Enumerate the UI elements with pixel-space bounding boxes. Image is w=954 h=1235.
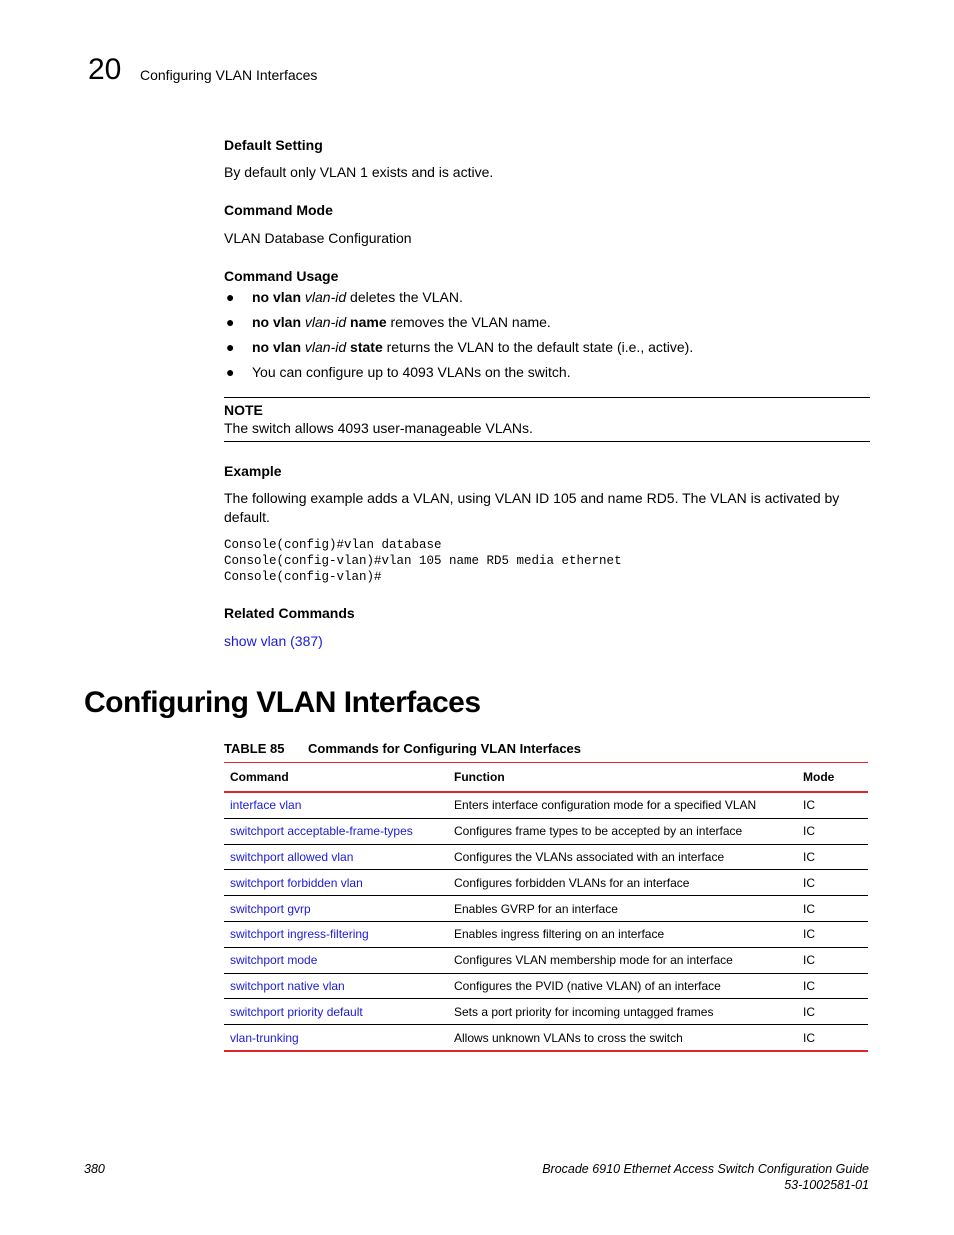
list-item: ● no vlan vlan-id deletes the VLAN. [226,289,463,305]
function-cell: Configures frame types to be accepted by an interface [448,818,797,844]
table-row [224,818,868,844]
default-setting-text: By default only VLAN 1 exists and is active. [224,164,494,180]
function-cell: Allows unknown VLANs to cross the switch [448,1025,797,1051]
bullet-icon: ● [226,339,235,355]
code-line: Console(config)#vlan database [224,538,442,552]
command-link[interactable]: vlan-trunking [224,1025,448,1051]
note-box [224,397,870,442]
default-setting-heading: Default Setting [224,137,323,153]
note-title: NOTE [224,402,263,418]
mode-cell: IC [797,921,868,947]
function-cell: Enables GVRP for an interface [448,896,797,922]
page-number: 380 [84,1162,105,1176]
table-row [224,870,868,896]
mode-cell: IC [797,973,868,999]
table-row [224,973,868,999]
footer-doc-info [542,1161,869,1193]
mode-cell: IC [797,870,868,896]
bullet-icon: ● [226,364,235,380]
table-row [224,896,868,922]
col-header-command: Command [224,763,448,793]
list-item: ● no vlan vlan-id name removes the VLAN name. [226,314,551,330]
mode-cell: IC [797,1025,868,1051]
command-mode-text: VLAN Database Configuration [224,230,412,246]
table-row [224,921,868,947]
command-usage-heading: Command Usage [224,268,339,284]
list-item: ● no vlan vlan-id state returns the VLAN to the default state (i.e., active). [226,339,694,355]
command-usage-list [224,288,870,388]
mode-cell: IC [797,792,868,818]
footer-doc-title: Brocade 6910 Ethernet Access Switch Configuration Guide [542,1162,869,1176]
note-text: The switch allows 4093 user-manageable VLANs. [224,420,533,436]
table-row [224,1025,868,1051]
command-link[interactable]: switchport mode [224,947,448,973]
chapter-number: 20 [88,53,122,86]
bullet-icon: ● [226,314,235,330]
function-cell: Enables ingress filtering on an interface [448,921,797,947]
function-cell: Sets a port priority for incoming untagged frames [448,999,797,1025]
table-row [224,792,868,818]
command-link[interactable]: switchport forbidden vlan [224,870,448,896]
mode-cell: IC [797,818,868,844]
table-row [224,947,868,973]
command-link[interactable]: switchport allowed vlan [224,844,448,870]
example-heading: Example [224,463,282,479]
example-code [224,537,622,585]
command-link[interactable]: switchport acceptable-frame-types [224,818,448,844]
table-header-row [224,763,868,793]
list-item: ● You can configure up to 4093 VLANs on the switch. [226,364,571,380]
function-cell: Configures the VLANs associated with an interface [448,844,797,870]
function-cell: Enters interface configuration mode for a specified VLAN [448,792,797,818]
command-link[interactable]: switchport gvrp [224,896,448,922]
table-row [224,844,868,870]
example-text: The following example adds a VLAN, using VLAN ID 105 and name RD5. The VLAN is activated by default. [224,490,840,525]
mode-cell: IC [797,844,868,870]
command-link[interactable]: switchport ingress-filtering [224,921,448,947]
function-cell: Configures forbidden VLANs for an interface [448,870,797,896]
related-commands-heading: Related Commands [224,605,355,621]
function-cell: Configures VLAN membership mode for an interface [448,947,797,973]
col-header-function: Function [448,763,797,793]
chapter-title: Configuring VLAN Interfaces [140,67,318,83]
table-label: TABLE 85 [224,741,285,756]
command-link[interactable]: interface vlan [224,792,448,818]
code-line: Console(config-vlan)#vlan 105 name RD5 media ethernet [224,554,622,568]
table-row [224,999,868,1025]
footer-doc-id: 53-1002581-01 [784,1178,869,1192]
table-caption-text: Commands for Configuring VLAN Interfaces [308,741,582,756]
function-cell: Configures the PVID (native VLAN) of an interface [448,973,797,999]
command-link[interactable]: switchport priority default [224,999,448,1025]
section-title: Configuring VLAN Interfaces [84,686,481,719]
show-vlan-link[interactable]: show vlan (387) [224,633,323,649]
table-caption [224,740,581,758]
command-mode-heading: Command Mode [224,202,333,218]
mode-cell: IC [797,896,868,922]
mode-cell: IC [797,999,868,1025]
col-header-mode: Mode [797,763,868,793]
mode-cell: IC [797,947,868,973]
bullet-icon: ● [226,289,235,305]
code-line: Console(config-vlan)# [224,570,382,584]
commands-table [224,762,868,1052]
command-link[interactable]: switchport native vlan [224,973,448,999]
